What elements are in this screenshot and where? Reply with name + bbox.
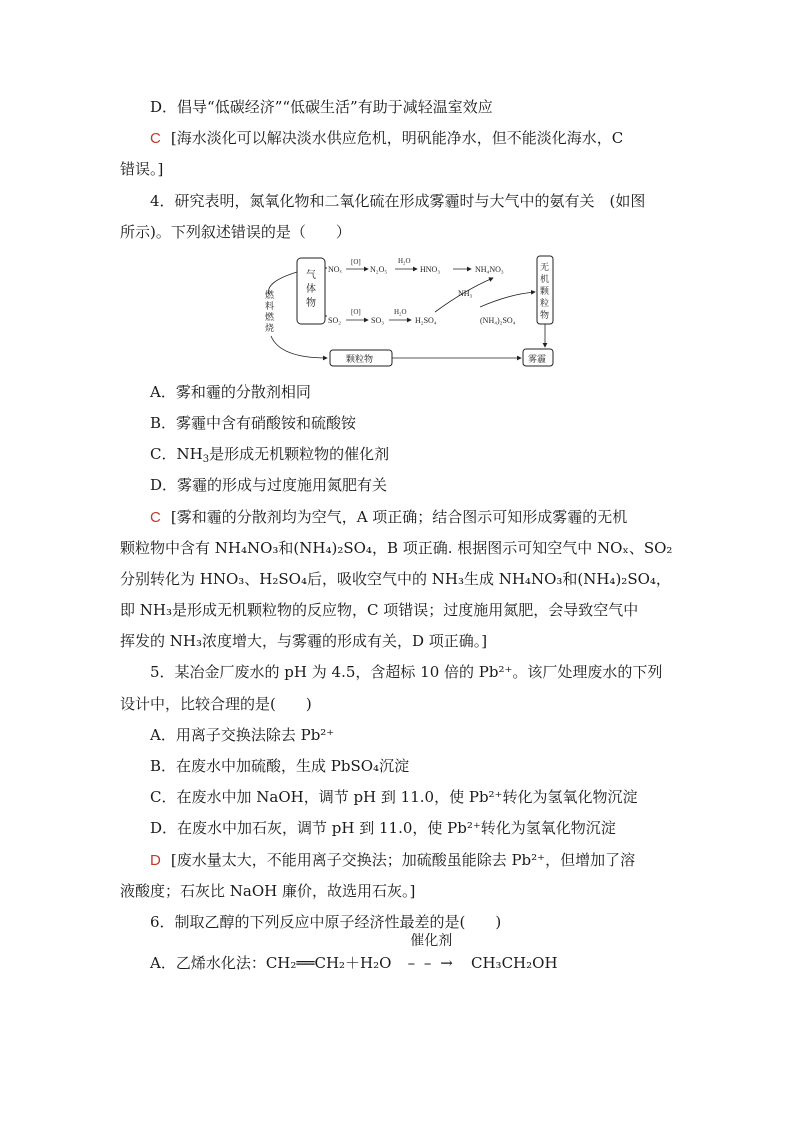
particle-box-label: 颗粒物 [346,354,374,364]
so2-label: SO₂ [328,316,342,325]
hno3-label: HNO₃ [420,265,441,274]
q4-explanation-line1 [150,507,627,528]
haze-formation-diagram [255,252,555,370]
svg-text:机: 机 [540,274,550,284]
q4-option-c-post: 是形成无机颗粒物的催化剂 [209,445,390,463]
nox-label: NOₓ [328,265,342,274]
svg-text:无: 无 [540,262,550,272]
q5-explanation-line1 [150,850,635,871]
fuel-combustion-text [265,289,275,333]
q4-stem-line1: 4．研究表明，氮氧化物和二氧化硫在形成雾霾时与大气中的氨有关 (如图 [150,192,646,210]
catalyst-label: 催化剂 [410,933,453,949]
svg-text:颗: 颗 [540,286,550,296]
nh4no3-label: NH₄NO₃ [475,265,504,274]
nh42so4-label: (NH₄)₂SO₄ [480,316,516,325]
q6-option-a-pre: A．乙烯水化法：CH₂══CH₂＋H₂O [150,954,392,972]
q5-stem-line1: 5．某冶金厂废水的 pH 为 4.5，含超标 10 倍的 Pb²⁺。该厂处理废水的下列 [150,663,663,681]
q4-option-c-sub: 3 [202,454,210,465]
q4-stem-line2: 所示)。下列叙述错误的是（ ） [120,223,351,241]
svg-text:燃: 燃 [265,312,275,322]
nh3-label: NH₃ [458,289,473,298]
q4-explanation-line4: 即 NH₃是形成无机颗粒物的反应物，C 项错误；过度施用氮肥，会导致空气中 [120,601,639,619]
n2o5-label: N₂O₅ [370,265,388,274]
reaction-arrow: – – → [407,954,455,972]
inorganic-box-text [540,262,550,320]
so3-label: SO₃ [371,316,385,325]
h2o-label-1: H₂O [398,257,411,265]
q5-exp-text1: [废水量太大，不能用离子交换法；加硫酸虽能除去 Pb²⁺，但增加了溶 [170,851,636,869]
q5-stem-line2: 设计中，比较合理的是( ) [120,695,312,713]
q4-option-d: D．雾霾的形成与过度施用氮肥有关 [150,476,388,494]
svg-text:粒: 粒 [540,298,550,308]
q4-explanation-line5: 挥发的 NH₃浓度增大，与雾霾的形成有关，D 项正确。] [120,632,488,650]
svg-text:物: 物 [540,310,550,320]
q6-stem: 6．制取乙醇的下列反应中原子经济性最差的是( ) [150,913,502,931]
svg-text:体: 体 [306,284,316,295]
h2so4-label: H₂SO₄ [415,316,437,325]
o-label-1: [O] [351,258,361,266]
q3-explanation-line1 [150,128,623,149]
q4-answer: C [150,509,161,526]
q4-option-c [150,444,389,464]
q6-option-a [150,933,558,973]
q5-option-b: B．在废水中加硫酸，生成 PbSO₄沉淀 [150,757,410,775]
q5-answer: D [150,852,161,869]
q4-option-c-pre: C．NH [150,445,203,463]
q3-option-d: D．倡导“低碳经济”“低碳生活”有助于减轻温室效应 [150,98,493,116]
q4-option-a: A．雾和霾的分散剂相同 [150,383,311,401]
gas-box-text [306,269,316,309]
q5-option-a: A．用离子交换法除去 Pb²⁺ [150,726,335,744]
svg-text:烧: 烧 [265,323,275,333]
q3-explanation-line2: 错误。] [120,160,164,178]
haze-box-label: 雾霾 [528,354,547,364]
q5-explanation-line2: 液酸度；石灰比 NaOH 廉价，故选用石灰。] [120,882,416,900]
q4-option-b: B．雾霾中含有硝酸铵和硫酸铵 [150,414,357,432]
svg-text:气: 气 [306,270,316,281]
svg-text:物: 物 [306,298,316,309]
h2o-label-2: H₂O [394,308,407,316]
q4-explanation-line2: 颗粒物中含有 NH₄NO₃和(NH₄)₂SO₄，B 项正确. 根据图示可知空气中 NOₓ、SO₂ [120,539,673,557]
q3-answer: C [150,130,161,147]
q3-explain-text1: [海水淡化可以解决淡水供应危机，明矾能净水，但不能淡化海水，C [170,129,624,147]
q5-option-d: D．在废水中加石灰，调节 pH 到 11.0，使 Pb²⁺转化为氢氧化物沉淀 [150,819,616,837]
q5-option-c: C．在废水中加 NaOH，调节 pH 到 11.0，使 Pb²⁺转化为氢氧化物沉淀 [150,788,638,806]
svg-text:燃: 燃 [265,290,275,300]
q4-explanation-line3: 分别转化为 HNO₃、H₂SO₄后，吸收空气中的 NH₃生成 NH₄NO₃和(NH₄)₂SO₄， [120,570,671,588]
q6-option-a-post: CH₃CH₂OH [471,954,558,972]
q4-exp-text1: [雾和霾的分散剂均为空气，A 项正确；结合图示可知形成雾霾的无机 [170,508,628,526]
o-label-2: [O] [351,308,361,316]
svg-text:料: 料 [265,301,275,311]
catalyst-arrow [396,933,466,973]
